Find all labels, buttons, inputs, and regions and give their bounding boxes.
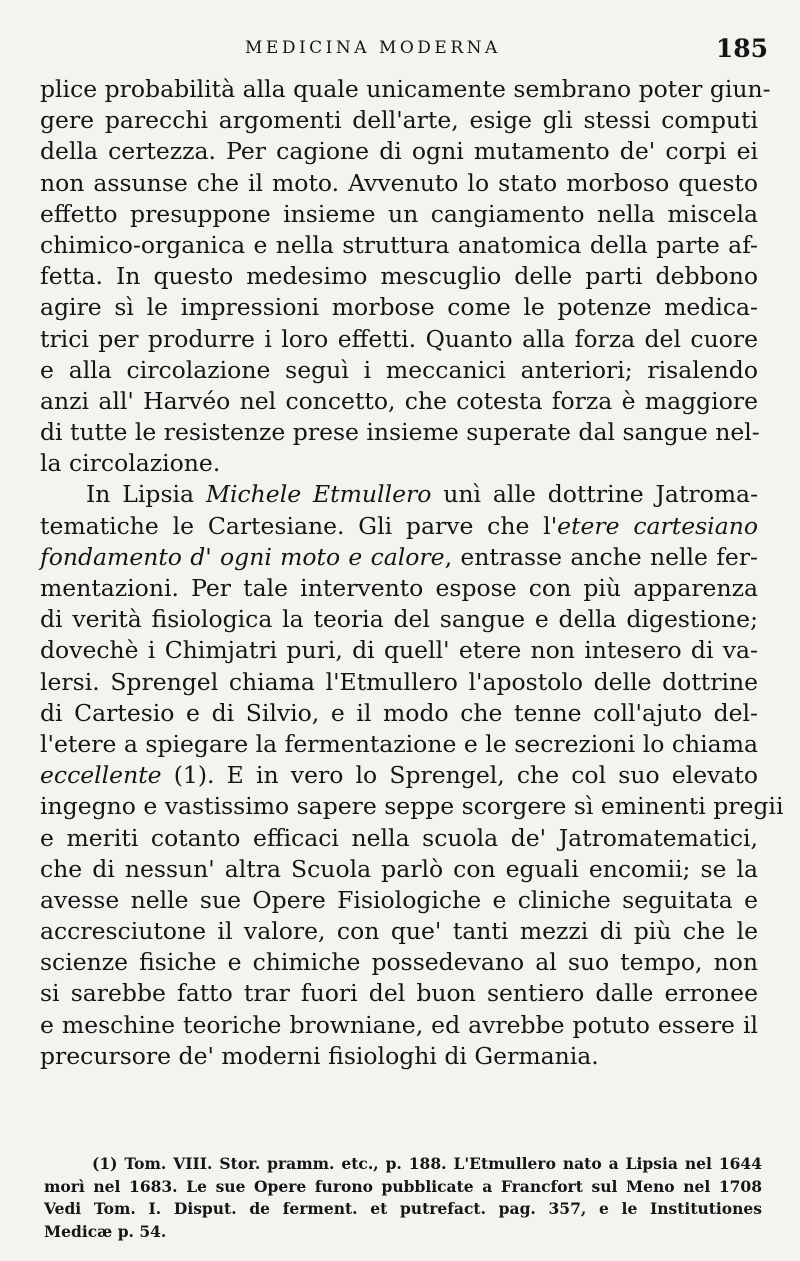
- italic-text: Michele Etmullero: [205, 480, 432, 509]
- line-text: e alla circolazione seguì i meccanici anteriori; risalendo: [40, 355, 758, 384]
- line-text: precursore de' moderni fisiologhi di Germania.: [40, 1041, 599, 1070]
- line-text: morì nel 1683. Le sue Opere furono pubblicate a Francfort sul Meno nel 1708: [44, 1176, 762, 1196]
- line-text: fetta. In questo medesimo mescuglio delle parti debbono: [40, 262, 758, 291]
- text-line: [40, 448, 758, 479]
- text-line: [40, 791, 784, 822]
- line-text: anzi all' Harvéo nel concetto, che cotesta forza è maggiore: [40, 386, 758, 415]
- line-text: In Lipsia: [86, 480, 206, 509]
- italic-text: etere cartesiano: [557, 511, 758, 540]
- text-line: [40, 105, 758, 136]
- line-text: accresciutone il valore, con que' tanti mezzi di più che le: [40, 917, 758, 946]
- line-text: Medicæ p. 54.: [44, 1221, 167, 1241]
- text-line: [40, 386, 758, 417]
- footnote-line: [44, 1153, 762, 1176]
- text-line: [40, 916, 758, 947]
- line-text: plice probabilità alla quale unicamente sembrano poter giun-: [40, 75, 771, 103]
- text-line: [40, 698, 758, 729]
- text-line: [40, 199, 758, 230]
- text-line: [40, 604, 758, 635]
- line-text: l'etere a spiegare la fermentazione e le secrezioni lo chiama: [40, 729, 758, 758]
- footnote-line: [44, 1198, 762, 1221]
- text-line: [40, 1010, 758, 1041]
- text-line: [40, 823, 758, 854]
- text-line: [40, 511, 758, 542]
- body-text: [40, 74, 784, 1072]
- line-text: (1) Tom. VIII. Stor. pramm. etc., p. 188. L'Etmullero nato a Lipsia nel 1644: [92, 1154, 762, 1173]
- page-header: [40, 34, 772, 70]
- text-line: [40, 479, 758, 510]
- text-line: [40, 667, 758, 698]
- line-text: mentazioni. Per tale intervento espose con più apparenza: [40, 574, 758, 602]
- italic-text: eccellente: [40, 761, 162, 790]
- line-text: trici per produrre i loro effetti. Quanto alla forza del cuore: [40, 324, 758, 353]
- text-line: [40, 729, 758, 760]
- text-line: [40, 417, 758, 448]
- line-text: dovechè i Chimjatri puri, di quell' etere non intesero di va-: [40, 636, 758, 665]
- text-line: [40, 573, 758, 604]
- text-line: [40, 947, 758, 978]
- line-text: di verità fisiologica la teoria del sangue e della digestione;: [40, 605, 758, 634]
- text-line: [40, 885, 758, 916]
- line-text: agire sì le impressioni morbose come le potenze medica-: [40, 293, 758, 322]
- line-text: avesse nelle sue Opere Fisiologiche e cliniche seguitata e: [40, 885, 758, 914]
- line-text: gere parecchi argomenti dell'arte, esige gli stessi computi: [40, 106, 758, 135]
- page-number: 185: [715, 34, 768, 63]
- text-line: [40, 230, 758, 261]
- line-text: si sarebbe fatto trar fuori del buon sentiero dalle erronee: [40, 979, 758, 1008]
- running-head: MEDICINA MODERNA: [245, 38, 501, 58]
- text-line: [40, 635, 758, 666]
- text-line: [40, 1041, 758, 1072]
- text-line: [40, 74, 771, 105]
- footnotes: [44, 1153, 762, 1243]
- line-text: scienze fisiche e chimiche possedevano al suo tempo, non: [40, 948, 758, 977]
- text-line: [40, 355, 758, 386]
- text-line: [40, 760, 758, 791]
- line-text: di tutte le resistenze prese insieme superate dal sangue nel-: [40, 418, 760, 447]
- line-text: di Cartesio e di Silvio, e il modo che tenne coll'ajuto del-: [40, 698, 758, 727]
- line-text: la circolazione.: [40, 449, 221, 478]
- line-text: della certezza. Per cagione di ogni mutamento de' corpi ei: [40, 137, 758, 166]
- italic-text: fondamento d' ogni moto e calore: [40, 542, 445, 571]
- footnote-line: [44, 1221, 762, 1244]
- line-text: non assunse che il moto. Avvenuto lo stato morboso questo: [40, 168, 758, 197]
- line-text: effetto presuppone insieme un cangiamento nella miscela: [40, 199, 758, 228]
- text-line: [40, 168, 758, 199]
- line-text: chimico-organica e nella struttura anatomica della parte af-: [40, 230, 758, 259]
- text-line: [40, 292, 758, 323]
- text-line: [40, 854, 758, 885]
- line-text: che di nessun' altra Scuola parlò con eguali encomii; se la: [40, 854, 758, 883]
- text-line: [40, 542, 758, 573]
- line-text: (1). E in vero lo Sprengel, che col suo elevato: [161, 761, 758, 790]
- line-text: unì alle dottrine Jatroma-: [431, 480, 759, 509]
- footnote-line: [44, 1176, 762, 1199]
- text-line: [40, 324, 758, 355]
- line-text: Vedi Tom. I. Disput. de ferment. et putrefact. pag. 357, e le Institutiones: [44, 1199, 762, 1218]
- text-line: [40, 136, 758, 167]
- line-text: ingegno e vastissimo sapere seppe scorgere sì eminenti pregii: [40, 792, 784, 821]
- text-line: [40, 261, 758, 292]
- line-text: e meschine teoriche browniane, ed avrebbe potuto essere il: [40, 1010, 758, 1039]
- line-text: lersi. Sprengel chiama l'Etmullero l'apostolo delle dottrine: [40, 667, 758, 696]
- line-text: tematiche le Cartesiane. Gli parve che l': [40, 511, 558, 540]
- text-line: [40, 978, 758, 1009]
- line-text: e meriti cotanto efficaci nella scuola de' Jatromatematici,: [40, 823, 758, 852]
- line-text: , entrasse anche nelle fer-: [444, 542, 759, 571]
